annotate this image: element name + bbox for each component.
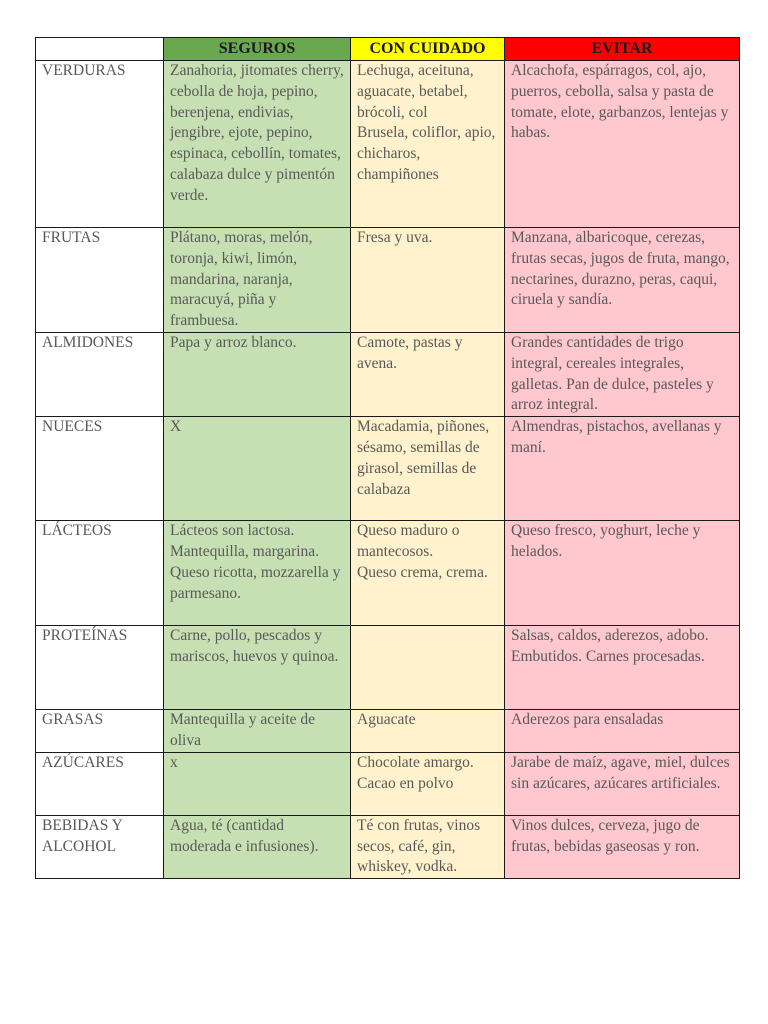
category-cell: AZÚCARES: [36, 752, 164, 815]
seguros-cell: Mantequilla y aceite de oliva: [164, 710, 351, 753]
table-row: [36, 521, 740, 626]
table-row: [36, 61, 740, 228]
header-seguros: SEGUROS: [164, 38, 351, 61]
seguros-cell: x: [164, 752, 351, 815]
header-evitar: EVITAR: [505, 38, 740, 61]
category-cell: VERDURAS: [36, 61, 164, 228]
table-row: [36, 626, 740, 710]
header-empty-cell: [36, 38, 164, 61]
con-cuidado-cell: Té con frutas, vinos secos, café, gin, whiskey, vodka.: [351, 815, 505, 878]
seguros-cell: Agua, té (cantidad moderada e infusiones).: [164, 815, 351, 878]
category-cell: PROTEÍNAS: [36, 626, 164, 710]
evitar-cell: Alcachofa, espárragos, col, ajo, puerros, cebolla, salsa y pasta de tomate, elote, garbanzos, lentejas y habas.: [505, 61, 740, 228]
con-cuidado-cell: Fresa y uva.: [351, 228, 505, 333]
con-cuidado-cell: Queso maduro o mantecosos. Queso crema, crema.: [351, 521, 505, 626]
table-row: [36, 228, 740, 333]
seguros-cell: Carne, pollo, pescados y mariscos, huevos y quinoa.: [164, 626, 351, 710]
table-row: [36, 710, 740, 753]
con-cuidado-cell: Lechuga, aceituna, aguacate, betabel, brócoli, col Brusela, coliflor, apio, chicharos, champiñones: [351, 61, 505, 228]
evitar-cell: Salsas, caldos, aderezos, adobo. Embutidos. Carnes procesadas.: [505, 626, 740, 710]
category-cell: FRUTAS: [36, 228, 164, 333]
table-row: [36, 333, 740, 417]
seguros-cell: Plátano, moras, melón, toronja, kiwi, limón, mandarina, naranja, maracuyá, piña y frambuesa.: [164, 228, 351, 333]
evitar-cell: Grandes cantidades de trigo integral, cereales integrales, galletas. Pan de dulce, pasteles y arroz integral.: [505, 333, 740, 417]
con-cuidado-cell: Chocolate amargo. Cacao en polvo: [351, 752, 505, 815]
table-row: [36, 815, 740, 878]
evitar-cell: Vinos dulces, cerveza, jugo de frutas, bebidas gaseosas y ron.: [505, 815, 740, 878]
table-row: [36, 417, 740, 521]
con-cuidado-cell: [351, 626, 505, 710]
header-row: [36, 38, 740, 61]
seguros-cell: Lácteos son lactosa. Mantequilla, margarina. Queso ricotta, mozzarella y parmesano.: [164, 521, 351, 626]
category-cell: NUECES: [36, 417, 164, 521]
seguros-cell: Zanahoria, jitomates cherry, cebolla de hoja, pepino, berenjena, endivias, jengibre, ejote, pepino, espinaca, cebollín, tomates, calabaza dulce y pimentón verde.: [164, 61, 351, 228]
evitar-cell: Manzana, albaricoque, cerezas, frutas secas, jugos de fruta, mango, nectarines, durazno, peras, caqui, ciruela y sandía.: [505, 228, 740, 333]
evitar-cell: Almendras, pistachos, avellanas y maní.: [505, 417, 740, 521]
table-row: [36, 752, 740, 815]
category-cell: LÁCTEOS: [36, 521, 164, 626]
evitar-cell: Queso fresco, yoghurt, leche y helados.: [505, 521, 740, 626]
con-cuidado-cell: Macadamia, piñones, sésamo, semillas de girasol, semillas de calabaza: [351, 417, 505, 521]
con-cuidado-cell: Camote, pastas y avena.: [351, 333, 505, 417]
evitar-cell: Jarabe de maíz, agave, miel, dulces sin azúcares, azúcares artificiales.: [505, 752, 740, 815]
category-cell: GRASAS: [36, 710, 164, 753]
evitar-cell: Aderezos para ensaladas: [505, 710, 740, 753]
con-cuidado-cell: Aguacate: [351, 710, 505, 753]
seguros-cell: Papa y arroz blanco.: [164, 333, 351, 417]
category-cell: BEBIDAS Y ALCOHOL: [36, 815, 164, 878]
food-classification-table: [35, 37, 740, 879]
category-cell: ALMIDONES: [36, 333, 164, 417]
seguros-cell: X: [164, 417, 351, 521]
header-con-cuidado: CON CUIDADO: [351, 38, 505, 61]
